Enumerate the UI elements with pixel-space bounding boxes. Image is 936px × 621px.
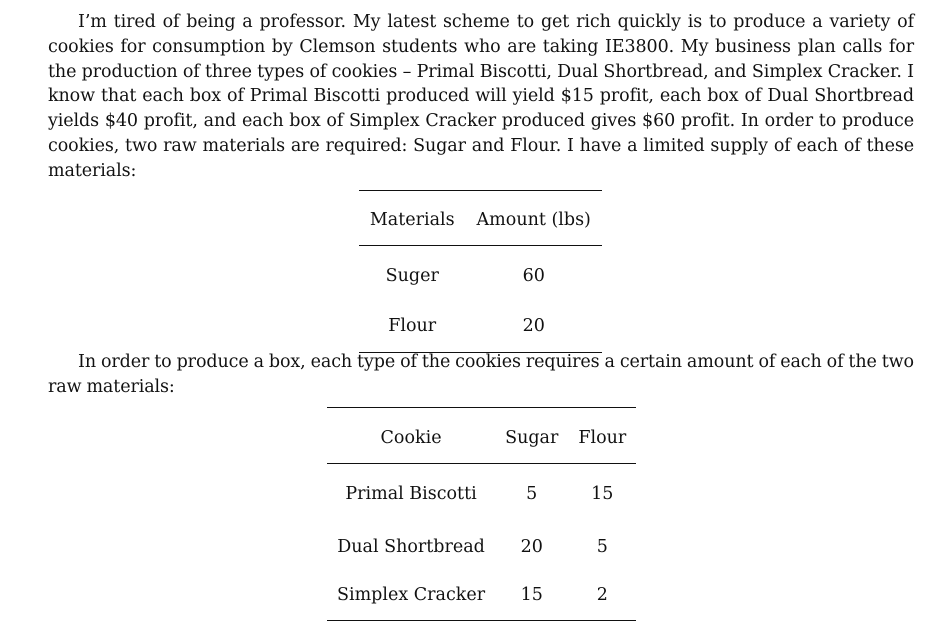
cookie-name: Dual Shortbread: [337, 537, 485, 557]
requirements-paragraph-text: In order to produce a box, each type of the cookies requires a certain amount of each of the two raw materials:: [48, 352, 914, 397]
table-header-row: [327, 408, 636, 464]
cookie-requirements-table: [327, 407, 636, 621]
table-header-row: [359, 191, 602, 246]
cookie-name: Simplex Cracker: [327, 572, 495, 621]
sugar-amount: 15: [495, 572, 568, 621]
column-header-flour: Flour: [568, 408, 636, 464]
column-header-sugar: Sugar: [495, 408, 568, 464]
intro-paragraph: [48, 10, 914, 184]
table-row: [359, 246, 602, 305]
flour-amount: 2: [568, 572, 636, 621]
column-header-materials: Materials: [359, 191, 465, 246]
cookie-name: Primal Biscotti: [345, 484, 477, 504]
sugar-amount: 20: [520, 537, 543, 557]
flour-amount: 5: [596, 537, 608, 557]
sugar-amount: 5: [526, 484, 538, 504]
material-name: Flour: [359, 304, 465, 353]
material-amount: 60: [522, 266, 545, 286]
column-header-amount: Amount (lbs): [465, 191, 602, 246]
table-row: [359, 304, 602, 353]
material-name: Suger: [385, 266, 439, 286]
requirements-paragraph: [48, 350, 914, 400]
table-row: [327, 522, 636, 572]
materials-table: [359, 190, 602, 353]
column-header-cookie: Cookie: [327, 408, 495, 464]
flour-amount: 15: [591, 484, 614, 504]
table-row: [327, 464, 636, 523]
material-amount: 20: [465, 304, 602, 353]
table-row: [327, 572, 636, 621]
intro-paragraph-text: I’m tired of being a professor. My latest scheme to get rich quickly is to produce a variety of cookies for consumption by Clemson students who are taking IE3800. My business plan calls for the production of three types of cookies – Primal Biscotti, Dual Shortbread, and Simplex Cracker. I know that each box of Primal Biscotti produced will yield $15 profit, each box of Dual Shortbread yields $40 profit, and each box of Simplex Cracker produced gives $60 profit. In order to produce cookies, two raw materials are required: Sugar and Flour. I have a limited supply of each of these materials:: [48, 12, 914, 181]
